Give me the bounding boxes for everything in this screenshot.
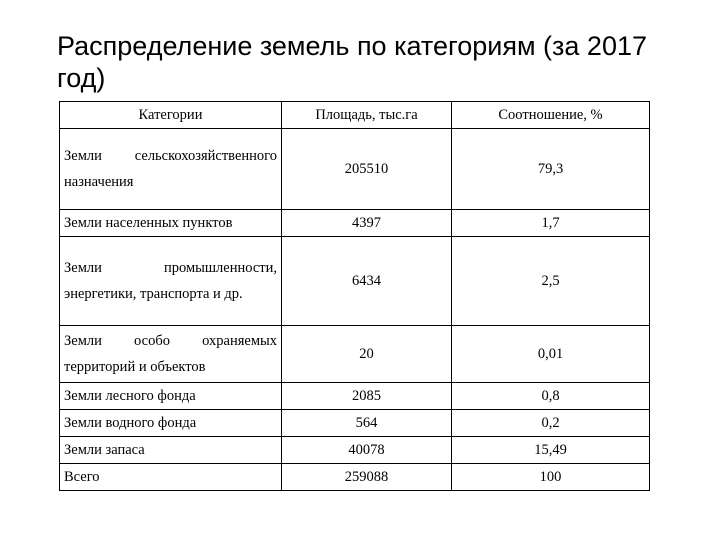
- row-category: Земли лесного фонда: [60, 383, 282, 410]
- row-share: 79,3: [452, 129, 650, 210]
- row-category: Земли запаса: [60, 437, 282, 464]
- page-title: Распределение земель по категориям (за 2017 год): [57, 31, 647, 93]
- header-area: Площадь, тыс.га: [282, 102, 452, 129]
- row-share: 0,8: [452, 383, 650, 410]
- table-row: [60, 129, 650, 210]
- header-category: Категории: [60, 102, 282, 129]
- table-row: [60, 437, 650, 464]
- table-row: [60, 410, 650, 437]
- table-row: [60, 210, 650, 237]
- row-category: Земли промышленности, энергетики, транспорта и др.: [60, 237, 282, 326]
- row-category: Земли водного фонда: [60, 410, 282, 437]
- row-area: 4397: [282, 210, 452, 237]
- row-share: 0,01: [452, 326, 650, 383]
- row-share: 2,5: [452, 237, 650, 326]
- row-area: 205510: [282, 129, 452, 210]
- row-category: Земли особо охраняемых территорий и объектов: [60, 326, 282, 383]
- row-category: Земли сельскохозяйственного назначения: [60, 129, 282, 210]
- header-share: Соотношение, %: [452, 102, 650, 129]
- table-row: [60, 237, 650, 326]
- row-category: Земли населенных пунктов: [60, 210, 282, 237]
- table-header-row: [60, 102, 650, 129]
- row-category: Всего: [60, 464, 282, 491]
- row-area: 2085: [282, 383, 452, 410]
- row-area: 20: [282, 326, 452, 383]
- row-area: 564: [282, 410, 452, 437]
- table-row-total: [60, 464, 650, 491]
- land-distribution-table: [59, 101, 650, 491]
- row-area: 40078: [282, 437, 452, 464]
- row-share: 15,49: [452, 437, 650, 464]
- row-area: 6434: [282, 237, 452, 326]
- table-row: [60, 383, 650, 410]
- row-share: 0,2: [452, 410, 650, 437]
- table-row: [60, 326, 650, 383]
- row-share: 1,7: [452, 210, 650, 237]
- row-share: 100: [452, 464, 650, 491]
- row-area: 259088: [282, 464, 452, 491]
